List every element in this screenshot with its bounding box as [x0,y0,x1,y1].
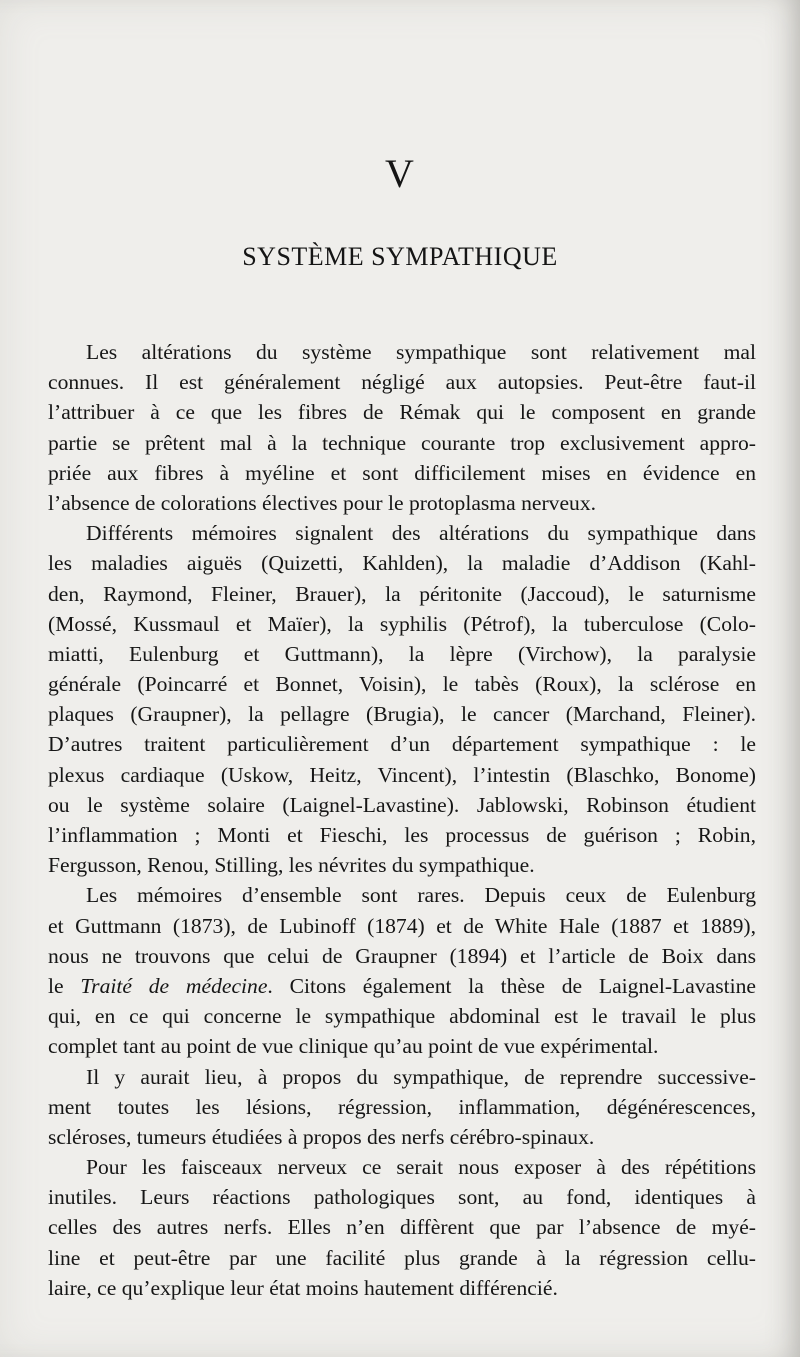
text-line: Il y aurait lieu, à propos du sympathique, de reprendre successive- [86,1064,756,1089]
text-line: partie se prêtent mal à la technique courante trop exclusivement appro- [48,430,756,455]
chapter-title: SYSTÈME SYMPATHIQUE [242,242,558,271]
text-line: l’absence de colorations électives pour le protoplasma nerveux. [48,490,597,515]
text-line: l’attribuer à ce que les fibres de Rémak qui le composent en grande [48,400,756,425]
text-line: Les mémoires d’ensemble sont rares. Depuis ceux de Eulenburg [86,883,756,908]
text-line: den, Raymond, Fleiner, Brauer), la péritonite (Jaccoud), le saturnisme [48,581,756,606]
text-line: miatti, Eulenburg et Guttmann), la lèpre (Virchow), la paralysie [48,641,756,666]
text-line: Fergusson, Renou, Stilling, les névrites du sympathique. [48,853,535,878]
body-text [48,337,756,1303]
text-line: priée aux fibres à myéline et sont difficilement mises en évidence en [48,460,756,485]
text-line: et Guttmann (1873), de Lubinoff (1874) et de White Hale (1887 et 1889), [48,913,756,938]
paragraph [48,518,756,880]
text-line: line et peut-être par une facilité plus grande à la régression cellu- [48,1245,756,1270]
paragraph [48,337,756,518]
text-line: générale (Poincarré et Bonnet, Voisin), le tabès (Roux), la sclérose en [48,672,756,697]
text-line: ment toutes les lésions, régression, inflammation, dégénérescences, [48,1094,756,1119]
text-line: scléroses, tumeurs étudiées à propos des nerfs cérébro-spinaux. [48,1124,595,1149]
text-line-with-italic: le Traité de médecine. Citons également la thèse de Laignel-Lavastine [48,973,756,998]
text-line: l’inflammation ; Monti et Fieschi, les processus de guérison ; Robin, [48,823,756,847]
book-title-italic: Traité de médecine [80,973,268,998]
text-line: plexus cardiaque (Uskow, Heitz, Vincent), l’intestin (Blaschko, Bonome) [48,762,756,787]
text-line: ou le système solaire (Laignel-Lavastine). Jablowski, Robinson étudient [48,792,756,817]
text-line: connues. Il est généralement négligé aux autopsies. Peut-être faut-il [48,370,756,395]
paragraph [48,1152,756,1303]
text-line: inutiles. Leurs réactions pathologiques sont, au fond, identiques à [48,1185,756,1210]
text-line: Différents mémoires signalent des altérations du sympathique dans [86,521,756,546]
text-line: (Mossé, Kussmaul et Maïer), la syphilis (Pétrof), la tuberculose (Colo- [48,611,756,636]
paragraph [48,880,756,1061]
text-line: complet tant au point de vue clinique qu’au point de vue expérimental. [48,1034,659,1059]
text-line: laire, ce qu’explique leur état moins hautement différencié. [48,1275,558,1300]
chapter-number: V [385,151,415,196]
text-line: Pour les faisceaux nerveux ce serait nous exposer à des répétitions [86,1155,756,1180]
paragraph [48,1062,756,1153]
text-line: nous ne trouvons que celui de Graupner (1894) et l’article de Boix dans [48,943,756,968]
text-line: celles des autres nerfs. Elles n’en diffèrent que par l’absence de myé- [48,1215,756,1240]
text-line: qui, en ce qui concerne le sympathique abdominal est le travail le plus [48,1004,756,1029]
text-line: Les altérations du système sympathique sont relativement mal [86,340,756,364]
text-line: les maladies aiguës (Quizetti, Kahlden), la maladie d’Addison (Kahl- [48,551,756,576]
text-line: plaques (Graupner), la pellagre (Brugia), le cancer (Marchand, Fleiner). [48,702,756,727]
text-line: D’autres traitent particulièrement d’un département sympathique : le [48,732,756,757]
